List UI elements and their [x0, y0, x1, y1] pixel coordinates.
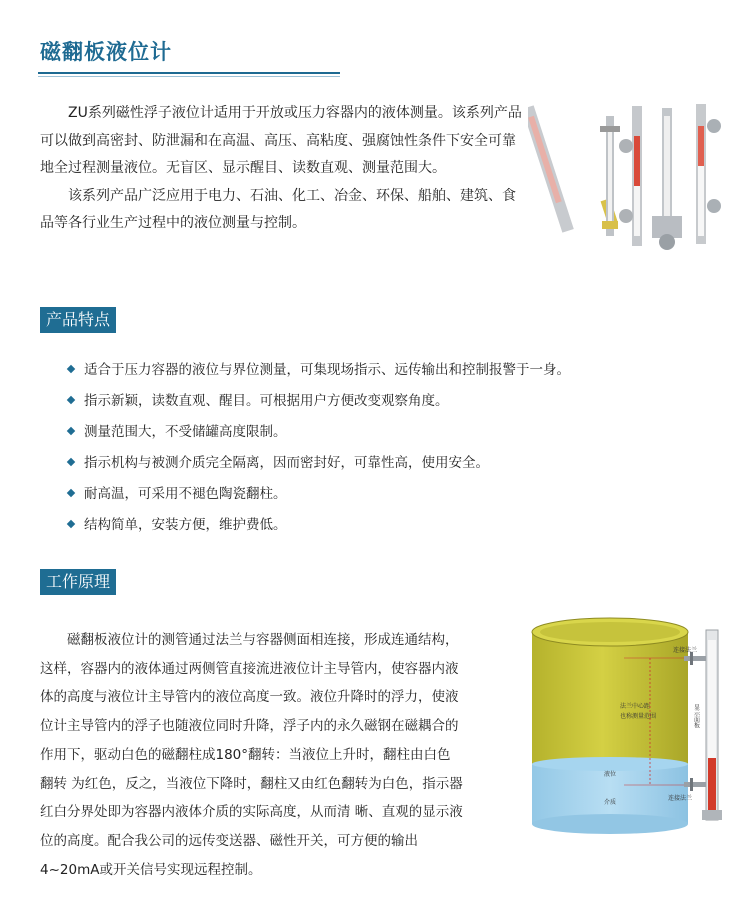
level-gauge-4 — [652, 108, 682, 250]
list-item: 耐高温，可采用不褪色陶瓷翻柱。 — [68, 483, 688, 514]
label-level: 液位 — [604, 771, 617, 778]
intro-text — [40, 100, 524, 238]
intro-paragraph-1: ZU系列磁性浮子液位计适用于开放或压力容器内的液体测量。该系列产品可以做到高密封、防泄漏和在高温、高压、高粘度、强腐蚀性条件下安全可靠地全过程测量液位。无盲区、显示醒目、读数直观、测量范围大。 — [40, 105, 522, 176]
label-flange-bottom: 连接法兰 — [668, 795, 693, 802]
section-heading-principle: 工作原理 — [40, 569, 116, 595]
level-gauge-3 — [619, 106, 642, 246]
list-item: 测量范围大，不受储罐高度限制。 — [68, 421, 688, 452]
title-underline — [38, 72, 340, 74]
label-range-2: 也称测量范围 — [620, 713, 657, 720]
list-item: 结构简单，安装方便，维护费低。 — [68, 514, 688, 545]
level-gauge-1 — [528, 105, 617, 232]
bullet-diamond-icon — [67, 520, 75, 528]
list-item: 指示机构与被测介质完全隔离，因而密封好，可靠性高，使用安全。 — [68, 452, 688, 483]
level-gauge-5 — [696, 104, 721, 244]
intro-paragraph-2: 该系列产品广泛应用于电力、石油、化工、冶金、环保、船舶、建筑、食品等各行业生产过程中的液位测量与控制。 — [40, 187, 516, 231]
section-heading-features: 产品特点 — [40, 307, 116, 333]
bullet-diamond-icon — [67, 489, 75, 497]
label-medium: 介质 — [604, 799, 617, 806]
page-title: 磁翻板液位计 — [40, 40, 172, 64]
principle-text: 磁翻板液位计的测管通过法兰与容器侧面相连接，形成连通结构，这样，容器内的液体通过两侧管直接流进液位计主导管内，使容器内液体的高度与液位计主导管内的液位高度一致。液位升降时的浮力，使液位计主导管内的浮子也随液位同时升降，浮子内的永久磁钢在磁耦合的作用下，驱动白色的磁翻柱成180°翻转：当液位上升时，翻柱由白色翻转 为红色，反之，当液位下降时，翻柱又由红色翻转为白色，指示器红白分界处即为容器内液体介质的实际高度，从而清 晰、直观的显示液位的高度。配合我公司的远传变送器、磁性开关，可方便的输出4~20mA或开关信号实现远程控制。 — [40, 632, 463, 878]
level-gauge-2 — [600, 116, 620, 236]
tank-diagram — [528, 600, 728, 840]
product-photo — [528, 96, 728, 256]
list-item: 适合于压力容器的液位与界位测量，可集现场指示、远传输出和控制报警于一身。 — [68, 359, 688, 390]
label-flange-top: 连接法兰 — [673, 647, 698, 654]
title-underline-thin — [38, 76, 340, 77]
features-list — [68, 359, 688, 545]
bullet-diamond-icon — [67, 365, 75, 373]
label-panel: 显示面板 — [692, 704, 700, 728]
list-item: 指示新颖，读数直观、醒目。可根据用户方便改变观察角度。 — [68, 390, 688, 421]
bullet-diamond-icon — [67, 458, 75, 466]
bullet-diamond-icon — [67, 396, 75, 404]
label-range: 法兰中心距 — [620, 703, 651, 710]
bullet-diamond-icon — [67, 427, 75, 435]
